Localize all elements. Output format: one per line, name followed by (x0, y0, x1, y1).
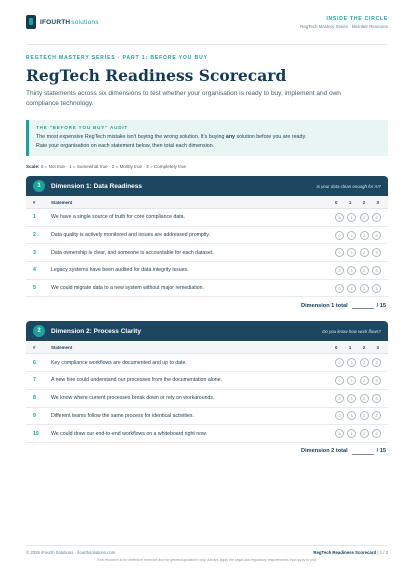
audit-callout (26, 120, 388, 156)
score-option-1[interactable]: 1 (347, 429, 356, 438)
score-options (335, 376, 381, 385)
statement-text: Different teams follow the same process for identical activities. (51, 412, 194, 419)
page-subtitle: Thirty statements across six dimensions to test whether your organisation is ready to buy, implement and own compliance technology. (26, 90, 341, 107)
dimension-question: Is your data clean enough for AI? (316, 183, 381, 189)
statement-row (26, 227, 388, 245)
score-option-0[interactable]: 0 (335, 248, 344, 257)
score-option-2[interactable]: 2 (360, 429, 369, 438)
dimension-number-badge: 1 (33, 180, 45, 192)
statement-row (26, 354, 388, 372)
dimension-header (26, 176, 388, 196)
statement-text: Data quality is actively monitored and issues are addressed promptly. (51, 232, 211, 239)
callout-heading: THE "BEFORE YOU BUY" AUDIT (36, 125, 129, 130)
statement-text: We know where current processes break down or rely on workarounds. (51, 395, 215, 402)
statement-text: We could draw our end-to-end workflows on a whiteboard right now. (51, 430, 207, 437)
callout-line1-post: solution before you are ready. (235, 134, 307, 140)
statement-number: 9 (33, 412, 36, 419)
brand-sub: solutions (71, 18, 99, 26)
col-score-3: 3 (376, 344, 379, 350)
statement-text: We have a single source of truth for core compliance data. (51, 214, 185, 221)
col-num: # (33, 199, 36, 205)
col-score-0: 0 (335, 344, 338, 350)
statement-number: 8 (33, 395, 36, 402)
total-input-line[interactable] (352, 448, 374, 455)
callout-line1-pre: The most expensive RegTech mistake isn't buying the wrong solution. It's buying (36, 134, 226, 140)
score-option-3[interactable]: 3 (372, 376, 381, 385)
score-options (335, 411, 381, 420)
score-option-1[interactable]: 1 (347, 284, 356, 293)
total-label: Dimension 1 total (301, 302, 348, 309)
score-option-3[interactable]: 3 (372, 429, 381, 438)
score-option-1[interactable]: 1 (347, 411, 356, 420)
col-scores (335, 345, 381, 350)
score-option-2[interactable]: 2 (360, 284, 369, 293)
col-score-1: 1 (348, 344, 352, 350)
score-option-0[interactable]: 0 (335, 394, 344, 403)
callout-line1-bold: any (225, 134, 236, 140)
total-max: / 15 (376, 302, 386, 309)
statement-row (26, 425, 388, 443)
statement-number: 2 (33, 232, 36, 239)
statement-text: We could migrate data to a new system without major remediation. (51, 285, 205, 292)
statement-row (26, 262, 388, 280)
statement-text: Data ownership is clear, and someone is accountable for each dataset. (51, 249, 214, 256)
col-score-3: 3 (376, 199, 379, 205)
column-header (26, 341, 388, 354)
score-option-2[interactable]: 2 (360, 231, 369, 240)
col-statement: Statement (51, 199, 73, 205)
statement-number: 10 (33, 430, 39, 437)
col-statement: Statement (51, 344, 73, 350)
score-options (335, 231, 381, 240)
statement-rows (26, 209, 388, 297)
inside-the-circle (300, 16, 388, 29)
score-options (335, 284, 381, 293)
score-option-2[interactable]: 2 (360, 266, 369, 275)
statement-row (26, 390, 388, 408)
inside-title: INSIDE THE CIRCLE (326, 15, 388, 22)
score-option-1[interactable]: 1 (347, 213, 356, 222)
callout-line2: Rate your organisation on each statement below, then total each dimension. (36, 142, 215, 149)
score-option-3[interactable]: 3 (372, 266, 381, 275)
score-option-1[interactable]: 1 (347, 248, 356, 257)
statement-row (26, 372, 388, 390)
footer-page-number: | 1 / 3 (377, 550, 388, 555)
score-options (335, 358, 381, 367)
total-input-line[interactable] (352, 302, 374, 309)
brand (26, 15, 99, 29)
statement-number: 4 (33, 267, 36, 274)
statement-rows (26, 354, 388, 442)
statement-row (26, 244, 388, 262)
statement-text: A new hire could understand our processes from the documentation alone. (51, 377, 223, 384)
col-score-2: 2 (362, 344, 366, 350)
score-options (335, 394, 381, 403)
score-option-0[interactable]: 0 (335, 266, 344, 275)
score-option-0[interactable]: 0 (335, 284, 344, 293)
dimension-header (26, 321, 388, 341)
score-option-0[interactable]: 0 (335, 411, 344, 420)
statement-row (26, 280, 388, 298)
statement-row (26, 408, 388, 426)
footer-copyright: © 2026 iFourth Solutions · ifourthsolutions.com (26, 550, 116, 555)
col-num: # (33, 344, 36, 350)
score-option-0[interactable]: 0 (335, 358, 344, 367)
dimension-number-badge: 2 (33, 325, 45, 337)
score-option-1[interactable]: 1 (347, 266, 356, 275)
score-option-3[interactable]: 3 (372, 358, 381, 367)
footer-page-info (313, 550, 388, 555)
scale-legend (26, 164, 388, 169)
score-option-0[interactable]: 0 (335, 376, 344, 385)
score-option-0[interactable]: 0 (335, 231, 344, 240)
score-option-0[interactable]: 0 (335, 429, 344, 438)
footer-note: This resource is for reflective exercise and for general guidance only. Always apply the legal and regulatory requirements that apply to you. (96, 558, 318, 562)
dimension-title: Dimension 1: Data Readiness (51, 182, 143, 190)
col-score-0: 0 (335, 199, 338, 205)
statement-row (26, 209, 388, 227)
score-options (335, 213, 381, 222)
statement-text: Key compliance workflows are documented and up to date. (51, 359, 187, 366)
score-option-1[interactable]: 1 (347, 358, 356, 367)
col-score-1: 1 (348, 199, 352, 205)
brand-name (40, 19, 99, 26)
statement-number: 6 (33, 359, 36, 366)
score-option-3[interactable]: 3 (372, 231, 381, 240)
dimension-total (26, 443, 388, 460)
statement-text: Legacy systems have been audited for data integrity issues. (51, 267, 189, 274)
inside-subtitle: RegTech Mastery Series · Member Resource (300, 23, 388, 29)
score-option-1[interactable]: 1 (347, 394, 356, 403)
score-option-3[interactable]: 3 (372, 248, 381, 257)
score-options (335, 266, 381, 275)
column-header (26, 196, 388, 209)
logo-icon (26, 15, 36, 29)
page-footer (26, 545, 388, 562)
page-header (26, 0, 388, 45)
score-option-2[interactable]: 2 (360, 358, 369, 367)
score-options (335, 248, 381, 257)
score-option-1[interactable]: 1 (347, 231, 356, 240)
footer-doc-title: RegTech Readiness Scorecard (313, 550, 377, 555)
dimension-1 (26, 176, 388, 314)
score-option-1[interactable]: 1 (347, 376, 356, 385)
col-scores (335, 200, 381, 205)
total-label: Dimension 2 total (301, 448, 348, 455)
score-option-2[interactable]: 2 (360, 394, 369, 403)
dimension-title: Dimension 2: Process Clarity (51, 327, 141, 335)
dimension-2 (26, 321, 388, 459)
statement-number: 5 (33, 285, 36, 292)
score-option-0[interactable]: 0 (335, 213, 344, 222)
score-option-2[interactable]: 2 (360, 411, 369, 420)
scale-label: Scale: (26, 164, 40, 169)
score-option-3[interactable]: 3 (372, 394, 381, 403)
score-options (335, 429, 381, 438)
score-option-2[interactable]: 2 (360, 376, 369, 385)
dimension-question: Do you know how work flows? (322, 328, 381, 334)
score-option-2[interactable]: 2 (360, 213, 369, 222)
score-option-3[interactable]: 3 (372, 213, 381, 222)
scale-text: 0 = Not true · 1 = Somewhat true · 2 = Mostly true · 3 = Completely true (40, 164, 187, 169)
score-option-3[interactable]: 3 (372, 284, 381, 293)
statement-number: 3 (33, 249, 36, 256)
score-option-3[interactable]: 3 (372, 411, 381, 420)
statement-number: 7 (33, 377, 36, 384)
col-score-2: 2 (362, 199, 366, 205)
page-title: RegTech Readiness Scorecard (26, 66, 287, 85)
brand-main: IFOURTH (40, 18, 71, 26)
score-option-2[interactable]: 2 (360, 248, 369, 257)
statement-number: 1 (33, 214, 36, 221)
callout-body (36, 133, 381, 150)
footer-line (26, 550, 388, 555)
dimension-total (26, 297, 388, 314)
series-label: REGTECH MASTERY SERIES · PART 1: BEFORE YOU BUY (26, 55, 208, 61)
total-max: / 15 (376, 448, 386, 455)
